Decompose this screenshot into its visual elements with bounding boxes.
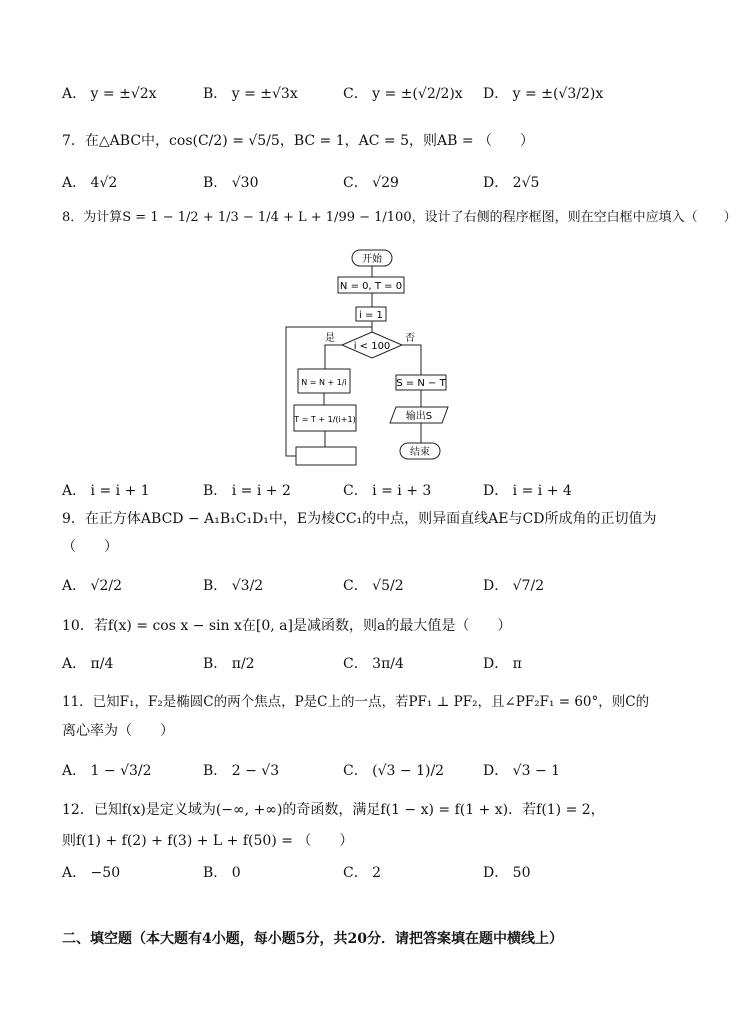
q6-option-a: A． y = ±√2x: [62, 86, 157, 102]
q12-stem: 12．已知f(x)是定义域为(−∞, +∞)的奇函数，满足f(1 − x) = f(1 + x)．若f(1) = 2，: [62, 802, 605, 818]
flow-n-update-label: N = N + 1/i: [301, 378, 347, 387]
flow-no-label: 否: [405, 333, 415, 344]
q8-option-b: B． i = i + 2: [203, 483, 291, 499]
q12-option-a: A． −50: [62, 865, 121, 881]
q9-stem-cont: （ ）: [62, 539, 118, 555]
q9-option-d: D． √7/2: [483, 578, 545, 594]
q6-option-d: D． y = ±(√3/2)x: [483, 86, 604, 102]
q11-option-c: C． (√3 − 1)/2: [343, 763, 445, 779]
q10-stem: 10．若f(x) = cos x − sin x在[0, a]是减函数，则a的最大值是（ ）: [62, 618, 512, 634]
flow-init-label: N = 0, T = 0: [339, 281, 403, 292]
q6-option-b: B． y = ±√3x: [203, 86, 298, 102]
q11-option-a: A． 1 − √3/2: [62, 763, 152, 779]
q8-option-a: A． i = i + 1: [62, 483, 150, 499]
q9-option-c: C． √5/2: [343, 578, 404, 594]
q12-option-d: D． 50: [483, 865, 531, 881]
q11-option-b: B． 2 − √3: [203, 763, 280, 779]
q12-stem-cont: 则f(1) + f(2) + f(3) + L + f(50) = （ ）: [62, 833, 354, 849]
flow-t-update-label: T = T + 1/(i+1): [294, 415, 356, 424]
q10-option-c: C． 3π/4: [343, 656, 404, 672]
q9-option-a: A． √2/2: [62, 578, 123, 594]
q11-option-d: D． √3 − 1: [483, 763, 561, 779]
q7-stem: 7．在△ABC中，cos(C/2) = √5/5，BC = 1，AC = 5，则AB = （ ）: [62, 133, 535, 149]
q11-stem-cont: 离心率为（ ）: [62, 723, 174, 739]
q10-option-a: A． π/4: [62, 656, 114, 672]
flow-end-label: 结束: [410, 447, 430, 458]
q7-option-d: D． 2√5: [483, 175, 540, 191]
flow-output-label: 输出S: [405, 411, 433, 422]
flow-i-init-label: i = 1: [359, 310, 383, 321]
q8-option-c: C． i = i + 3: [343, 483, 432, 499]
flow-start-label: 开始: [362, 254, 382, 265]
flow-yes-label: 是: [325, 333, 335, 344]
q11-stem: 11．已知F₁，F₂是椭圆C的两个焦点，P是C上的一点，若PF₁ ⊥ PF₂，且∠PF₂F₁ = 60°，则C的: [62, 694, 650, 710]
q8-stem: 8．为计算S = 1 − 1/2 + 1/3 − 1/4 + L + 1/99 − 1/100，设计了右侧的程序框图，则在空白框中应填入（ ）: [62, 210, 737, 225]
q6-option-c: C． y = ±(√2/2)x: [343, 86, 463, 102]
q9-stem: 9．在正方体ABCD − A₁B₁C₁D₁中，E为棱CC₁的中点，则异面直线AE与CD所成角的正切值为: [62, 511, 657, 527]
q12-option-c: C． 2: [343, 865, 382, 881]
q10-option-d: D． π: [483, 656, 522, 672]
q7-option-a: A． 4√2: [62, 175, 118, 191]
q8-option-d: D． i = i + 4: [483, 483, 572, 499]
flow-s-calc-label: S = N − T: [396, 378, 446, 389]
section-2-heading: 二、填空题（本大题有4小题，每小题5分，共20分．请把答案填在题中横线上）: [62, 931, 563, 947]
flow-blank-box: [296, 447, 356, 465]
q7-option-c: C． √29: [343, 175, 399, 191]
flow-condition-label: i < 100: [353, 341, 391, 352]
q10-option-b: B． π/2: [203, 656, 255, 672]
q7-option-b: B． √30: [203, 175, 259, 191]
q9-option-b: B． √3/2: [203, 578, 264, 594]
q8-flowchart: [280, 245, 470, 470]
q12-option-b: B． 0: [203, 865, 241, 881]
